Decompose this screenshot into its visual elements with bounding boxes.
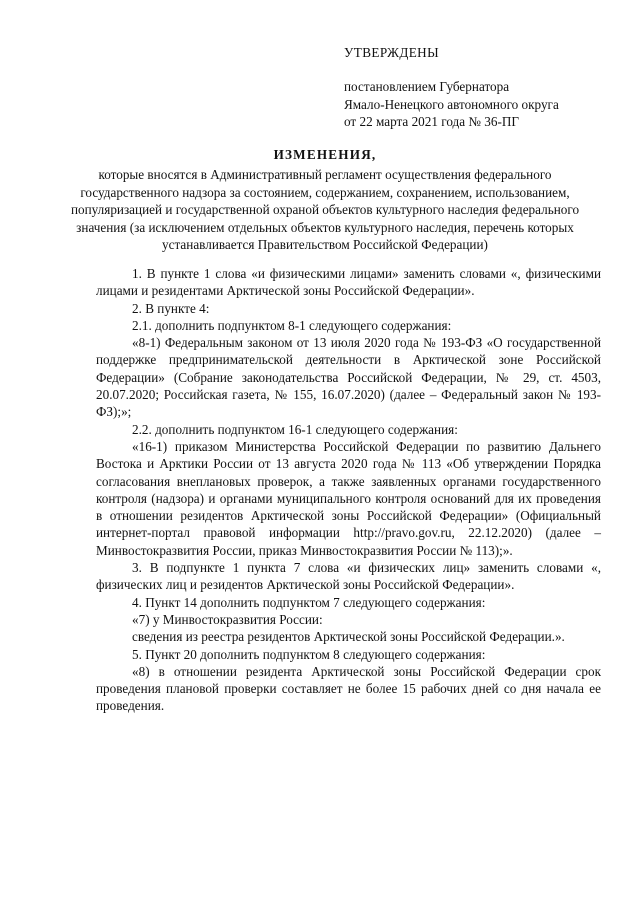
paragraph-5-8-text: «8) в отношении резидента Арктической зоны Российской Федерации срок проведения плановой проверки составляет не более 15 рабочих дней со дня начала ее проведения. <box>96 663 601 714</box>
paragraph-16-1-text: «16-1) приказом Министерства Российской Федерации по развитию Дальнего Востока и Арктики России от 13 августа 2020 года № 113 «Об утверждении Порядка согласования внеплановых проверок, а также заявленных органами государственного контроля (надзора) и органами муниципального контроля оснований для их проведения в отношении резидентов Арктической зоны Российской Федерации» (Официальный интернет-портал правовой информации http://pravo.gov.ru, 22.12.2020) (далее – Минвостокразвития России, приказ Минвостокразвития России № 113);». <box>96 438 601 558</box>
document-subtitle: которые вносятся в Административный регламент осуществления федерального государственного надзора за состоянием, содержанием, сохранением, использованием, популяризацией и государственной охраной объектов культурного наследия федерального значения (за исключением отдельных объектов культурного наследия, перечень которых устанавливается Правительством Российской Федерации) <box>70 167 580 253</box>
paragraph-4: 4. Пункт 14 дополнить подпунктом 7 следующего содержания: <box>132 594 486 610</box>
approval-heading: УТВЕРЖДЕНЫ <box>344 45 440 60</box>
document-title: ИЗМЕНЕНИЯ, <box>273 147 377 162</box>
paragraph-4-7-details: сведения из реестра резидентов Арктической зоны Российской Федерации.». <box>132 629 565 645</box>
paragraph-2: 2. В пункте 4: <box>132 300 210 316</box>
paragraph-1: 1. В пункте 1 слова «и физическими лицами» заменить словами «, физическими лицами и резидентами Арктической зоны Российской Федерации». <box>96 266 601 299</box>
document-body <box>96 265 601 715</box>
paragraph-4-7-text: «7) у Минвостокразвития России: <box>132 611 323 627</box>
approval-line-3: от 22 марта 2021 года № 36-ПГ <box>344 114 519 129</box>
paragraph-8-1-text: «8-1) Федеральным законом от 13 июля 2020 года № 193-ФЗ «О государственной поддержке предпринимательской деятельности в Арктической зоне Российской Федерации» (Собрание законодательства Российской Федерации, № 29, ст. 4503, 20.07.2020; Российская газета, № 155, 16.07.2020) (далее – Федеральный закон № 193-ФЗ);»; <box>96 335 601 420</box>
paragraph-2-1: 2.1. дополнить подпунктом 8-1 следующего содержания: <box>132 317 452 333</box>
paragraph-3: 3. В подпункте 1 пункта 7 слова «и физических лиц» заменить словами «, физических лиц и резидентов Арктической зоны Российской Федерации». <box>96 560 601 593</box>
document-title-block <box>60 146 590 254</box>
paragraph-2-2: 2.2. дополнить подпунктом 16-1 следующего содержания: <box>132 421 458 437</box>
approval-stamp <box>344 44 624 131</box>
approval-line-2: Ямало-Ненецкого автономного округа <box>344 96 559 112</box>
approval-line-1: постановлением Губернатора <box>344 79 510 94</box>
paragraph-5: 5. Пункт 20 дополнить подпунктом 8 следующего содержания: <box>132 646 486 662</box>
